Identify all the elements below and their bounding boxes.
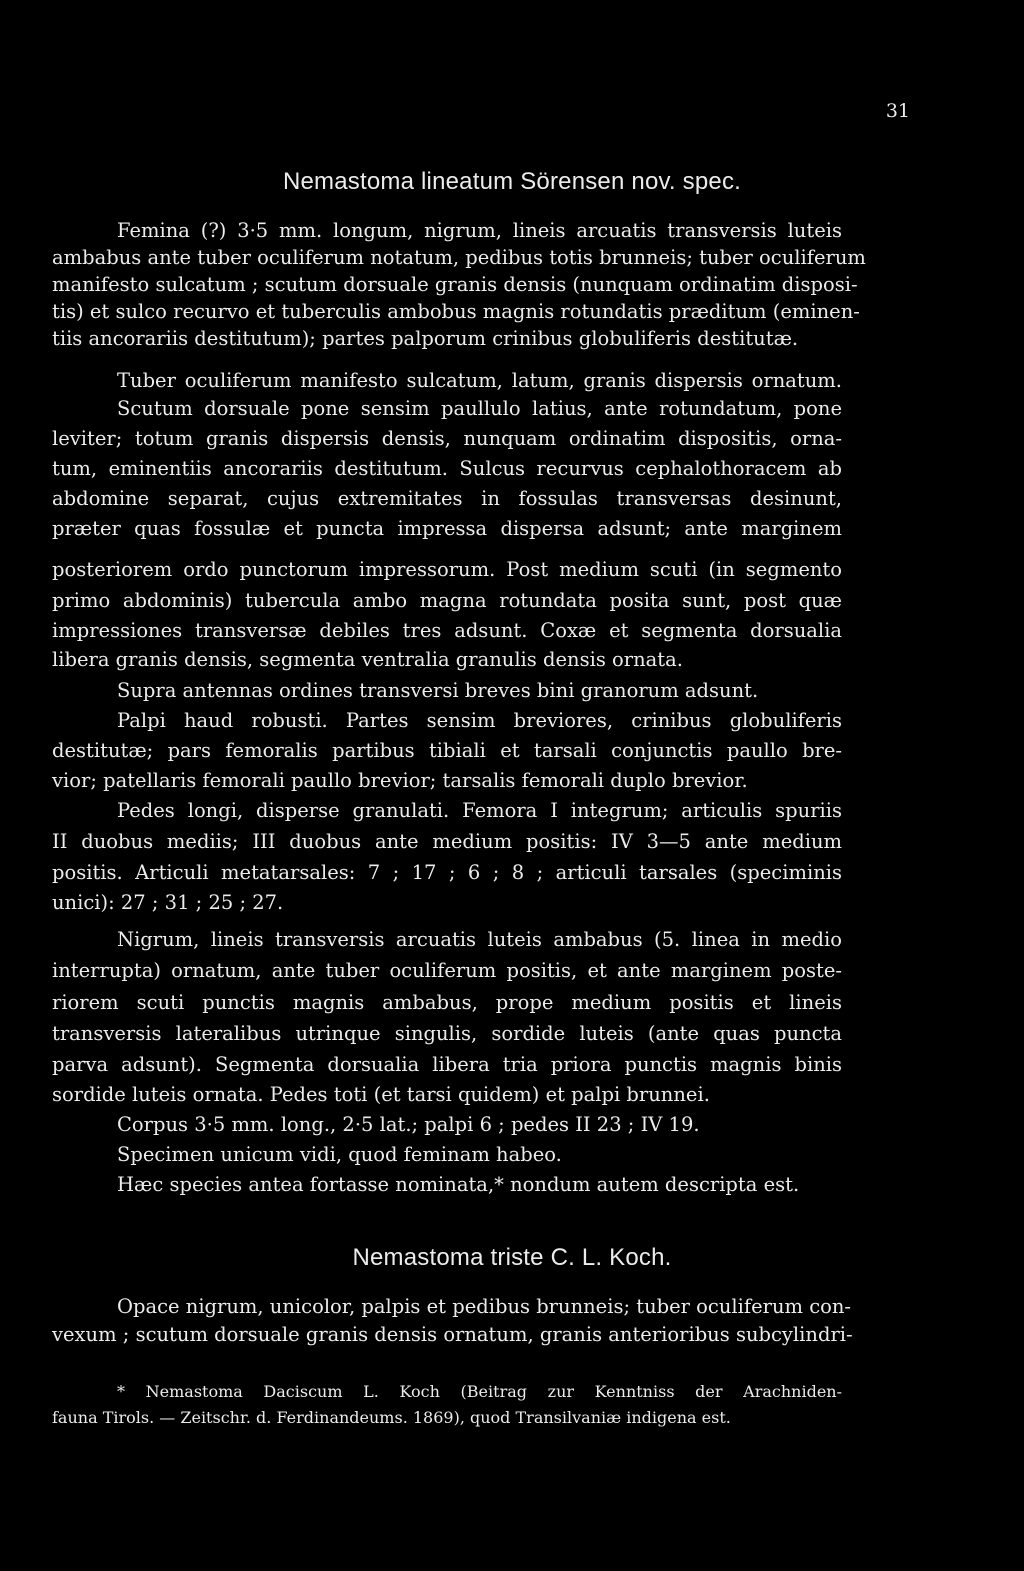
- text-line: sordide luteis ornata. Pedes toti (et tarsi quidem) et palpi brunnei.: [52, 1083, 710, 1106]
- footnote-line: fauna Tirols. — Zeitschr. d. Ferdinandeums. 1869), quod Transilvaniæ indigena est.: [52, 1408, 731, 1427]
- text-line: Femina (?) 3·5 mm. longum, nigrum, lineis arcuatis transversis luteis: [117, 219, 842, 242]
- page-number: 31: [885, 100, 910, 122]
- footnote-line: * Nemastoma Daciscum L. Koch (Beitrag zur Kenntniss der Arachniden-: [117, 1382, 842, 1401]
- text-line: Palpi haud robusti. Partes sensim breviores, crinibus globuliferis: [117, 709, 842, 732]
- text-line: Supra antennas ordines transversi breves bini granorum adsunt.: [117, 679, 759, 702]
- text-line: Tuber oculiferum manifesto sulcatum, latum, granis dispersis ornatum.: [117, 369, 842, 392]
- text-line: præter quas fossulæ et puncta impressa dispersa adsunt; ante marginem: [52, 517, 842, 540]
- text-line: impressiones transversæ debiles tres adsunt. Coxæ et segmenta dorsualia: [52, 619, 842, 642]
- text-line: posteriorem ordo punctorum impressorum. Post medium scuti (in segmento: [52, 558, 842, 581]
- text-line: Opace nigrum, unicolor, palpis et pedibus brunneis; tuber oculiferum con-: [117, 1295, 852, 1318]
- text-line: interrupta) ornatum, ante tuber oculiferum positis, et ante marginem poste-: [52, 959, 842, 982]
- text-line: libera granis densis, segmenta ventralia granulis densis ornata.: [52, 648, 683, 671]
- text-line: tum, eminentiis ancorariis destitutum. Sulcus recurvus cephalothoracem ab: [52, 457, 842, 480]
- section-title-lineatum: Nemastoma lineatum Sörensen nov. spec.: [282, 168, 742, 195]
- text-line: primo abdominis) tubercula ambo magna rotundata posita sunt, post quæ: [52, 589, 842, 612]
- text-line: Specimen unicum vidi, quod feminam habeo.: [117, 1143, 562, 1166]
- text-line: Nigrum, lineis transversis arcuatis luteis ambabus (5. linea in medio: [117, 928, 842, 951]
- text-line: vior; patellaris femorali paullo brevior; tarsalis femorali duplo brevior.: [52, 769, 748, 792]
- section-title-triste: Nemastoma triste C. L. Koch.: [352, 1244, 672, 1271]
- text-line: tis) et sulco recurvo et tuberculis ambobus magnis rotundatis præditum (eminen-: [52, 300, 860, 323]
- text-line: destitutæ; pars femoralis partibus tibiali et tarsali conjunctis paullo bre-: [52, 739, 842, 762]
- text-line: II duobus mediis; III duobus ante medium positis: IV 3—5 ante medium: [52, 830, 842, 853]
- text-line: vexum ; scutum dorsuale granis densis ornatum, granis anterioribus subcylindri-: [52, 1323, 853, 1346]
- text-line: positis. Articuli metatarsales: 7 ; 17 ; 6 ; 8 ; articuli tarsales (speciminis: [52, 861, 842, 884]
- text-line: Pedes longi, disperse granulati. Femora I integrum; articulis spuriis: [117, 799, 842, 822]
- text-line: leviter; totum granis dispersis densis, nunquam ordinatim dispositis, orna-: [52, 427, 842, 450]
- text-line: parva adsunt). Segmenta dorsualia libera tria priora punctis magnis binis: [52, 1053, 842, 1076]
- text-line: abdomine separat, cujus extremitates in fossulas transversas desinunt,: [52, 487, 842, 510]
- text-line: ambabus ante tuber oculiferum notatum, pedibus totis brunneis; tuber oculiferum: [52, 246, 866, 269]
- text-line: Hæc species antea fortasse nominata,* nondum autem descripta est.: [117, 1173, 800, 1196]
- text-line: riorem scuti punctis magnis ambabus, prope medium positis et lineis: [52, 991, 842, 1014]
- text-line: transversis lateralibus utrinque singulis, sordide luteis (ante quas puncta: [52, 1022, 842, 1045]
- text-line: unici): 27 ; 31 ; 25 ; 27.: [52, 891, 284, 914]
- text-line: manifesto sulcatum ; scutum dorsuale granis densis (nunquam ordinatim disposi-: [52, 273, 858, 296]
- text-line: Scutum dorsuale pone sensim paullulo latius, ante rotundatum, pone: [117, 397, 842, 420]
- text-line: tiis ancorariis destitutum); partes palporum crinibus globuliferis destitutæ.: [52, 327, 799, 350]
- text-line: Corpus 3·5 mm. long., 2·5 lat.; palpi 6 ; pedes II 23 ; IV 19.: [117, 1113, 700, 1136]
